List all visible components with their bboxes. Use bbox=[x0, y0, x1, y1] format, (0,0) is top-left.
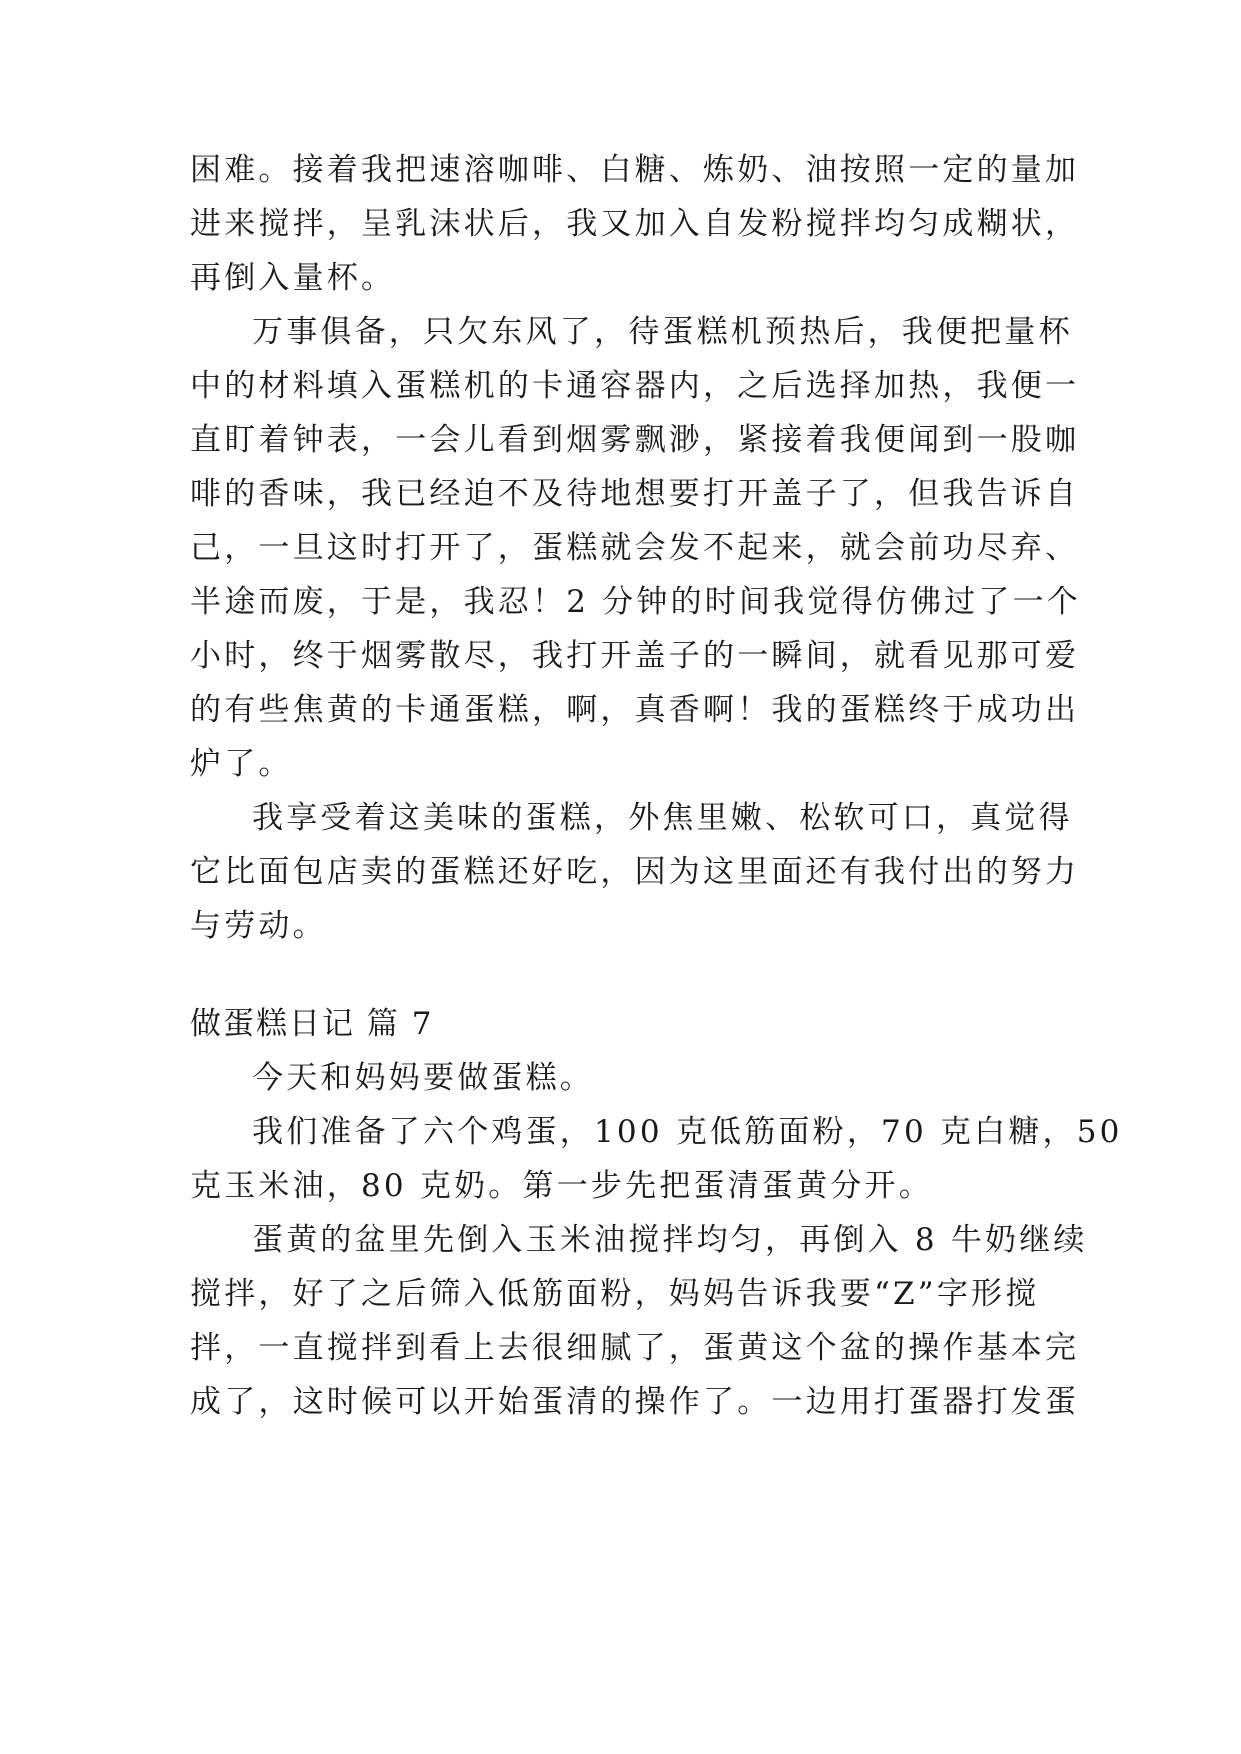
paragraph-line: 蛋黄的盆里先倒入玉米油搅拌均匀，再倒入 8 牛奶继续 bbox=[252, 1222, 1088, 1258]
paragraph-line: 中的材料填入蛋糕机的卡通容器内，之后选择加热，我便一 bbox=[190, 368, 1080, 404]
paragraph-line: 与劳动。 bbox=[190, 908, 327, 944]
paragraph-line: 直盯着钟表，一会儿看到烟雾飘渺，紧接着我便闻到一股咖 bbox=[190, 422, 1080, 458]
paragraph-line: 今天和妈妈要做蛋糕。 bbox=[252, 1060, 594, 1096]
paragraph-line: 小时，终于烟雾散尽，我打开盖子的一瞬间，就看见那可爱 bbox=[190, 638, 1080, 674]
paragraph-line: 己，一旦这时打开了，蛋糕就会发不起来，就会前功尽弃、 bbox=[190, 530, 1080, 566]
paragraph-line: 半途而废，于是，我忍！2 分钟的时间我觉得仿佛过了一个 bbox=[190, 584, 1081, 620]
paragraph-line: 克玉米油，80 克奶。第一步先把蛋清蛋黄分开。 bbox=[190, 1168, 933, 1204]
paragraph-line: 拌，一直搅拌到看上去很细腻了，蛋黄这个盆的操作基本完 bbox=[190, 1330, 1080, 1366]
paragraph-line: 再倒入量杯。 bbox=[190, 260, 396, 296]
paragraph-line: 成了，这时候可以开始蛋清的操作了。一边用打蛋器打发蛋 bbox=[190, 1384, 1080, 1420]
paragraph-line: 进来搅拌，呈乳沫状后，我又加入自发粉搅拌均匀成糊状， bbox=[190, 206, 1080, 242]
paragraph-line: 万事俱备，只欠东风了，待蛋糕机预热后，我便把量杯 bbox=[252, 314, 1073, 350]
paragraph-line: 我们准备了六个鸡蛋，100 克低筋面粉，70 克白糖，50 bbox=[252, 1114, 1123, 1150]
paragraph-line: 它比面包店卖的蛋糕还好吃，因为这里面还有我付出的努力 bbox=[190, 854, 1080, 890]
paragraph-line: 搅拌，好了之后筛入低筋面粉，妈妈告诉我要“Z”字形搅 bbox=[190, 1276, 1040, 1312]
paragraph-line: 炉了。 bbox=[190, 746, 293, 782]
paragraph-line: 困难。接着我把速溶咖啡、白糖、炼奶、油按照一定的量加 bbox=[190, 152, 1080, 188]
paragraph-line: 啡的香味，我已经迫不及待地想要打开盖子了，但我告诉自 bbox=[190, 476, 1080, 512]
section-heading: 做蛋糕日记 篇 7 bbox=[190, 1006, 434, 1042]
paragraph-line: 我享受着这美味的蛋糕，外焦里嫩、松软可口，真觉得 bbox=[252, 800, 1073, 836]
paragraph-line: 的有些焦黄的卡通蛋糕，啊，真香啊！我的蛋糕终于成功出 bbox=[190, 692, 1080, 728]
